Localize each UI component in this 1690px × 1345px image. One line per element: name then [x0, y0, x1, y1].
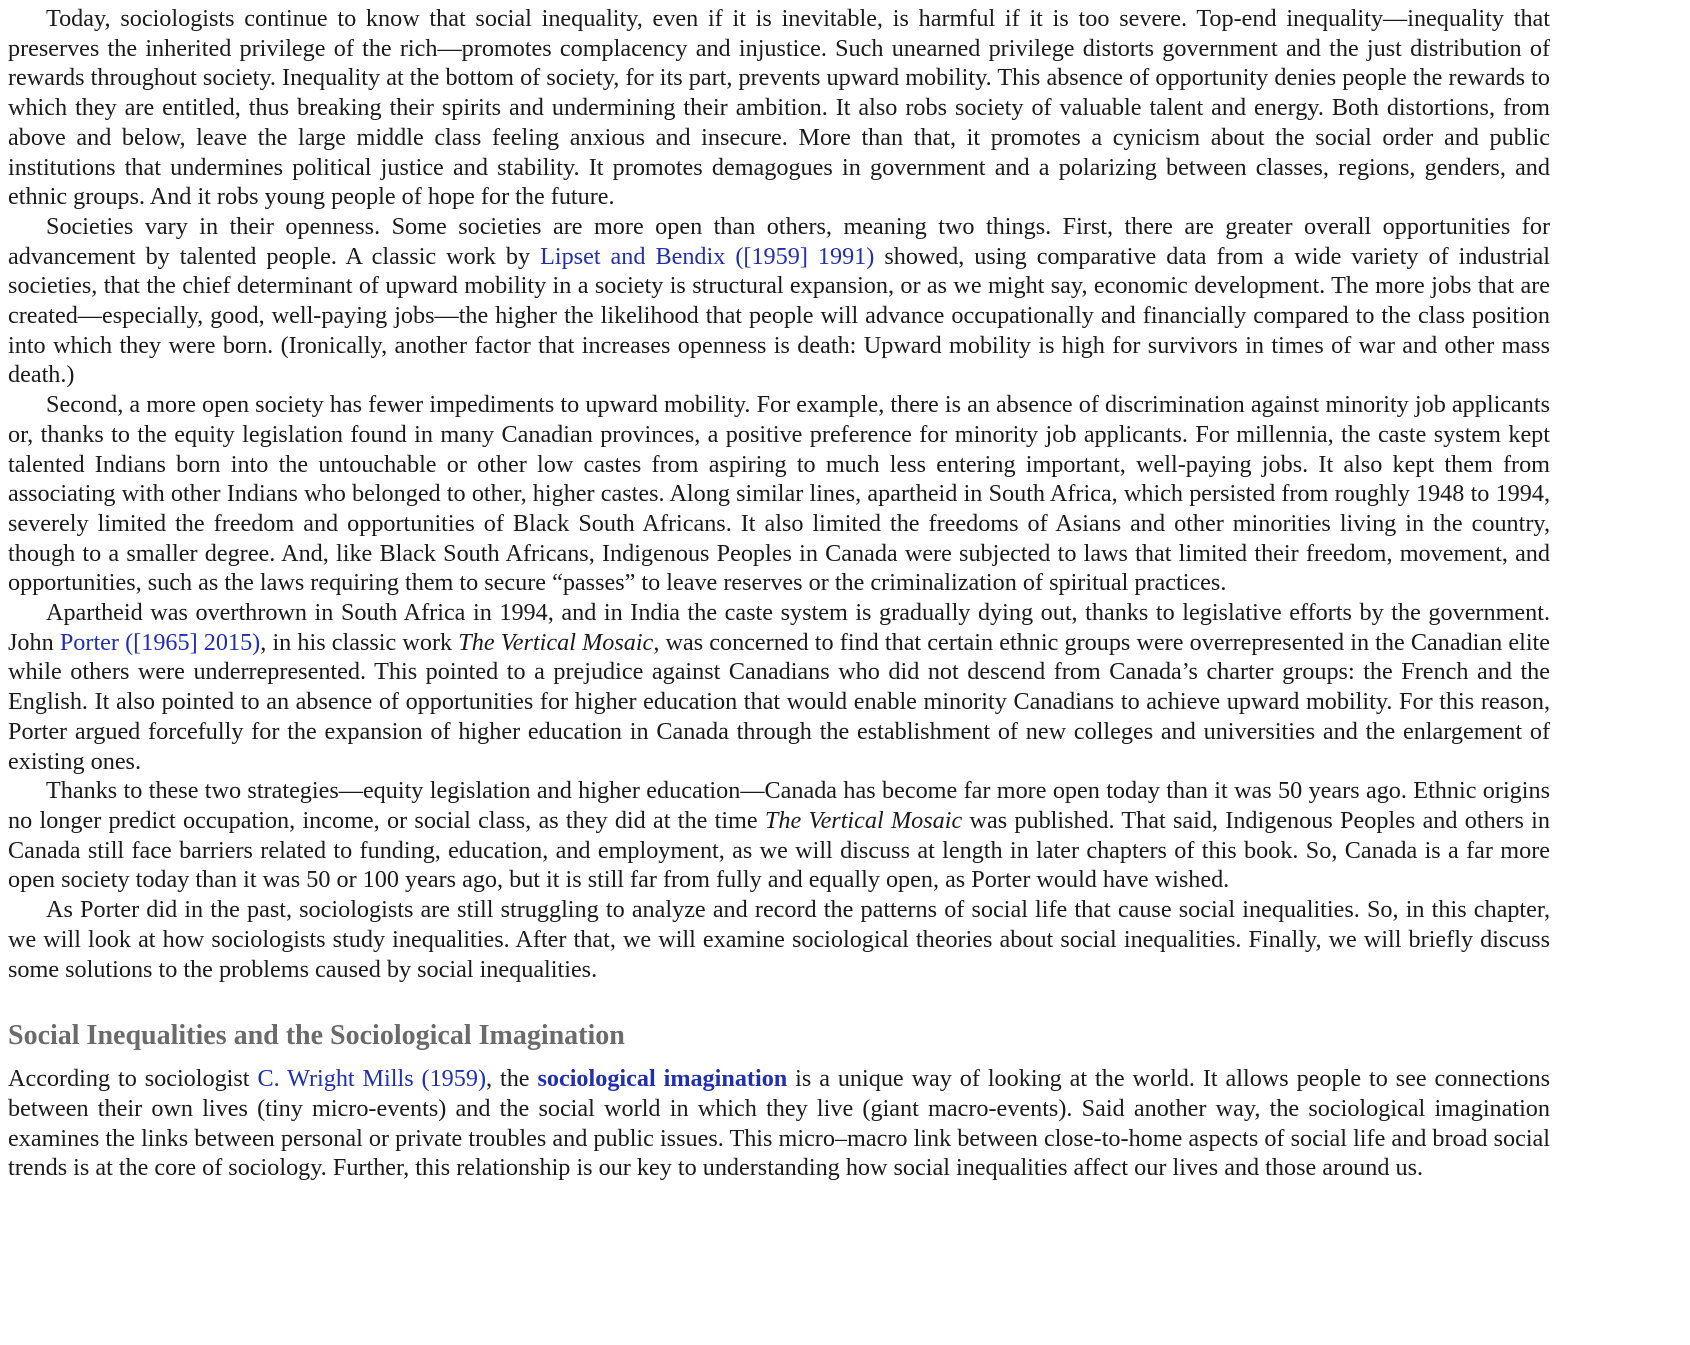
paragraph-inequality-harm: [8, 4, 1550, 212]
citation-link-mills[interactable]: C. Wright Mills (1959): [257, 1065, 487, 1093]
paragraph-apartheid-porter: [8, 598, 1550, 776]
paragraph-text: According to sociologist: [8, 1065, 258, 1093]
paragraph-sociological-imagination: [8, 1064, 1550, 1183]
book-title: The Vertical Mosaic: [458, 628, 654, 656]
paragraph-text: Apartheid was overthrown in South Africa in 1994, and in India the caste system is gradually dying out, thanks to legislative efforts by the government. John: [8, 599, 1550, 656]
paragraph-text: As Porter did in the past, sociologists are still struggling to analyze and record the patterns of social life that cause social inequalities. So, in this chapter, we will look at how sociologists study inequalities. After that, we will examine sociological theories about social inequalities. Finally, we will briefly discuss some solutions to the problems caused by social inequalities.: [8, 896, 1550, 983]
paragraph-text: showed, using comparative data from a wide variety of industrial societies, that the chief determinant of upward mobility in a society is structural expansion, or as we might say, economic development. The more jobs that are created—especially, good, well-paying jobs—the higher the likelihood that people will advance occupationally and financially compared to the class position into which they were born. (Ironically, another factor that increases openness is death: Upward mobility is high for survivors in times of war and other mass death.): [8, 242, 1551, 389]
paragraph-two-strategies: [8, 776, 1550, 895]
paragraph-text: Thanks to these two strategies—equity legislation and higher education—Canada has become far more open today than it was 50 years ago. Ethnic origins no longer predict occupation, income, or social class, as they did at the time: [8, 777, 1550, 834]
paragraph-text: , the: [486, 1065, 538, 1093]
paragraph-text: was published. That said, Indigenous Peoples and others in Canada still face barriers related to funding, education, and employment, as we will discuss at length in later chapters of this book. So, Canada is a far more open society today than it was 50 or 100 years ago, but it is still far from fully and equally open, as Porter would have wished.: [8, 806, 1550, 894]
paragraph-fewer-impediments: [8, 390, 1550, 598]
paragraph-chapter-overview: [8, 895, 1550, 984]
paragraph-text: Societies vary in their openness. Some societies are more open than others, meaning two things. First, there are greater overall opportunities for advancement by talented people. A classic work by: [8, 212, 1550, 270]
paragraph-text: Today, sociologists continue to know that social inequality, even if it is inevitable, is harmful if it is too severe. Top-end inequality—inequality that preserves the inherited privilege of the rich—promotes complacency and injustice. Such unearned privilege distorts government and the just distribution of rewards throughout society. Inequality at the bottom of society, for its part, prevents upward mobility. This absence of opportunity denies people the rewards to which they are entitled, thus breaking their spirits and undermining their ambition. It also robs society of valuable talent and energy. Both distortions, from above and below, leave the large middle class feeling anxious and insecure. More than that, it promotes a cynicism about the social order and public institutions that undermines political justice and stability. It promotes demagogues in government and a polarizing between classes, regions, genders, and ethnic groups. And it robs young people of hope for the future.: [8, 5, 1550, 211]
paragraph-text: , was concerned to find that certain ethnic groups were overrepresented in the Canadian elite while others were underrepresented. This pointed to a prejudice against Canadians who did not descend from Canada’s charter groups: the French and the English. It also pointed to an absence of opportunities for higher education that would enable minority Canadians to achieve upward mobility. For this reason, Porter argued forcefully for the expansion of higher education in Canada through the establishment of new colleges and universities and the enlargement of existing ones.: [8, 628, 1551, 775]
paragraph-text: Second, a more open society has fewer impediments to upward mobility. For example, there is an absence of discrimination against minority job applicants or, thanks to the equity legislation found in many Canadian provinces, a positive preference for minority job applicants. For millennia, the caste system kept talented Indians born into the untouchable or other low castes from aspiring to much less entering important, well-paying jobs. It also kept them from associating with other Indians who belonged to other, higher castes. Along similar lines, apartheid in South Africa, which persisted from roughly 1948 to 1994, severely limited the freedom and opportunities of Black South Africans. It also limited the freedoms of Asians and other minorities living in the country, though to a smaller degree. And, like Black South Africans, Indigenous Peoples in Canada were subjected to laws that limited their freedom, movement, and opportunities, such as the laws requiring them to secure “passes” to leave reserves or the criminalization of spiritual practices.: [8, 391, 1550, 597]
document-page: [8, 4, 1550, 1183]
paragraph-societies-openness: [8, 212, 1550, 390]
paragraph-text: is a unique way of looking at the world. It allows people to see connections between their own lives (tiny micro-events) and the social world in which they live (giant macro-events). Said another way, the sociological imagination examines the links between personal or private troubles and public issues. This micro–macro link between close-to-home aspects of social life and broad social trends is at the core of sociology. Further, this relationship is our key to understanding how social inequalities affect our lives and those around us.: [8, 1065, 1551, 1182]
paragraph-text: , in his classic work: [260, 628, 459, 656]
citation-link-porter[interactable]: Porter ([1965] 2015): [59, 628, 261, 656]
citation-link-lipset-bendix[interactable]: Lipset and Bendix ([1959] 1991): [540, 242, 875, 270]
glossary-term-link[interactable]: sociological imagination: [537, 1065, 788, 1093]
section-heading: Social Inequalities and the Sociological Imagination: [8, 1020, 625, 1052]
book-title: The Vertical Mosaic: [764, 806, 963, 834]
